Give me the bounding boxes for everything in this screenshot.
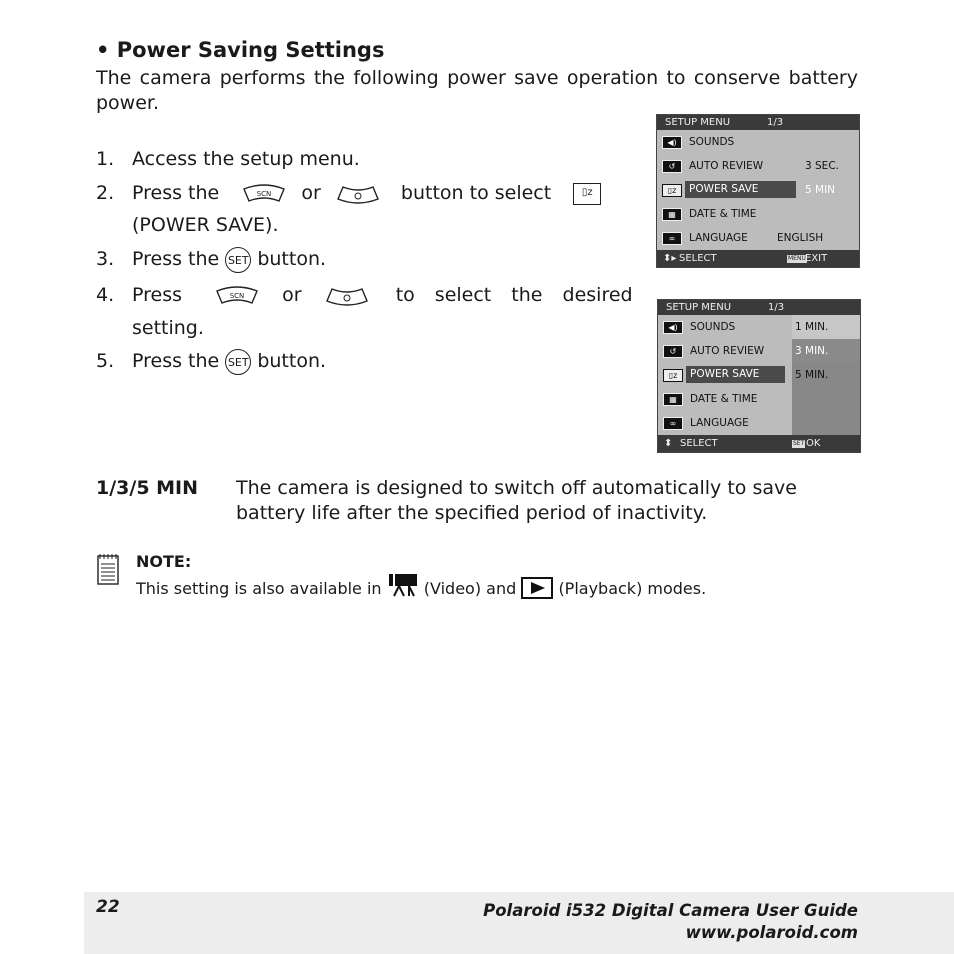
screen-page: 1/3 — [768, 302, 785, 313]
menu-label: SOUNDS — [690, 321, 736, 333]
note-text-b: (Video) and — [423, 579, 517, 598]
step-text: Press the — [132, 248, 220, 270]
menu-label: DATE & TIME — [690, 393, 758, 405]
footer-exit: EXIT — [805, 253, 828, 264]
note-text-a: This setting is also available in — [136, 579, 382, 598]
menu-row-sounds — [657, 130, 859, 154]
power-save-icon: ▯z — [662, 184, 682, 197]
calendar-icon: ▦ — [662, 208, 682, 221]
video-mode-icon — [387, 572, 419, 598]
power-save-icon: ▯z — [663, 369, 683, 382]
step-number: 2. — [96, 182, 115, 204]
step-number: 1. — [96, 148, 115, 170]
step-text: or — [301, 182, 321, 204]
speaker-icon: ◀) — [662, 136, 682, 149]
scn-button-icon — [214, 285, 260, 307]
step-text: Press — [132, 284, 183, 306]
camera-screen-setup-menu — [656, 114, 860, 268]
option-3-min: 3 MIN. — [792, 339, 860, 363]
step-number: 4. — [96, 284, 115, 306]
menu-value: 3 SEC. — [805, 160, 839, 172]
camera-screen-power-save-options — [657, 299, 861, 453]
step-text: button. — [257, 350, 327, 372]
menu-row-date-time — [657, 202, 859, 226]
footer-select: SELECT — [680, 438, 718, 449]
step-text: Access the setup menu. — [132, 148, 360, 170]
updown-arrow-icon: ⬍▸ — [663, 253, 677, 264]
option-label: 1/3/5 MIN — [96, 477, 199, 499]
step-4-cont: setting. — [132, 317, 204, 339]
set-button-icon: SET — [225, 349, 251, 375]
menu-label: POWER SAVE — [686, 366, 785, 383]
option-5-min: 5 MIN. — [795, 369, 829, 381]
svg-text:SCN: SCN — [257, 189, 272, 198]
language-icon: ∞ — [663, 417, 683, 430]
power-save-options — [792, 315, 860, 451]
screen-title: SETUP MENU — [665, 117, 731, 128]
step-text: Press the — [132, 182, 220, 204]
step-text: to select the desired — [395, 284, 633, 306]
step-text: button. — [257, 248, 327, 270]
guide-url: www.polaroid.com — [685, 923, 858, 942]
screen-header — [657, 115, 859, 130]
menu-label: SOUNDS — [689, 136, 735, 148]
power-save-icon: ▯z — [573, 183, 601, 205]
scn-button-icon — [241, 183, 287, 205]
selftimer-button-icon — [335, 183, 381, 205]
set-button-badge: SET — [793, 440, 805, 447]
screen-footer — [658, 435, 860, 452]
step-2-cont: (POWER SAVE). — [132, 214, 279, 236]
option-1-min: 1 MIN. — [792, 315, 860, 339]
step-3 — [96, 246, 326, 273]
review-icon: ↺ — [663, 345, 683, 358]
intro-paragraph: The camera performs the following power save operation to conserve battery power. — [96, 67, 858, 114]
svg-text:SCN: SCN — [229, 291, 245, 300]
step-number: 5. — [96, 350, 115, 372]
step-1 — [96, 146, 360, 172]
footer-select: SELECT — [679, 253, 717, 264]
note-title: NOTE: — [136, 552, 192, 571]
menu-row-language — [657, 226, 859, 250]
step-5 — [96, 348, 326, 375]
option-text: The camera is designed to switch off automatically to save battery life after the specified period of inactivity. — [236, 477, 797, 524]
footer-ok: OK — [806, 438, 821, 449]
menu-value: ENGLISH — [777, 232, 824, 244]
note-text-c: (Playback) modes. — [558, 579, 707, 598]
page-number: 22 — [96, 897, 120, 917]
review-icon: ↺ — [662, 160, 682, 173]
menu-row-power-save — [657, 178, 859, 202]
menu-label: AUTO REVIEW — [689, 160, 764, 172]
menu-label: LANGUAGE — [689, 232, 748, 244]
section-heading: • Power Saving Settings — [96, 38, 385, 62]
screen-title: SETUP MENU — [666, 302, 732, 313]
speaker-icon: ◀) — [663, 321, 683, 334]
menu-label: LANGUAGE — [690, 417, 749, 429]
step-text: Press the — [132, 350, 220, 372]
guide-title: Polaroid i532 Digital Camera User Guide — [483, 901, 858, 920]
step-number: 3. — [96, 248, 115, 270]
footer-guide — [483, 900, 858, 944]
playback-mode-icon — [521, 577, 553, 599]
step-text: or — [282, 284, 302, 306]
menu-label: AUTO REVIEW — [690, 345, 765, 357]
notepad-icon — [96, 552, 122, 586]
menu-label: DATE & TIME — [689, 208, 757, 220]
step-text: button to select — [400, 182, 552, 204]
screen-header — [658, 300, 860, 315]
selftimer-button-icon — [324, 285, 370, 307]
menu-row-auto-review — [657, 154, 859, 178]
screen-page: 1/3 — [767, 117, 784, 128]
set-button-icon: SET — [225, 247, 251, 273]
menu-value: 5 MIN — [805, 184, 836, 196]
screen-footer — [657, 250, 859, 267]
calendar-icon: ▦ — [663, 393, 683, 406]
step-4 — [96, 282, 633, 308]
note-text — [136, 572, 706, 599]
step-2 — [96, 180, 626, 206]
updown-arrow-icon: ⬍ — [664, 438, 673, 449]
menu-label: POWER SAVE — [685, 181, 796, 198]
menu-button-badge: MENU — [788, 255, 806, 262]
language-icon: ∞ — [662, 232, 682, 245]
